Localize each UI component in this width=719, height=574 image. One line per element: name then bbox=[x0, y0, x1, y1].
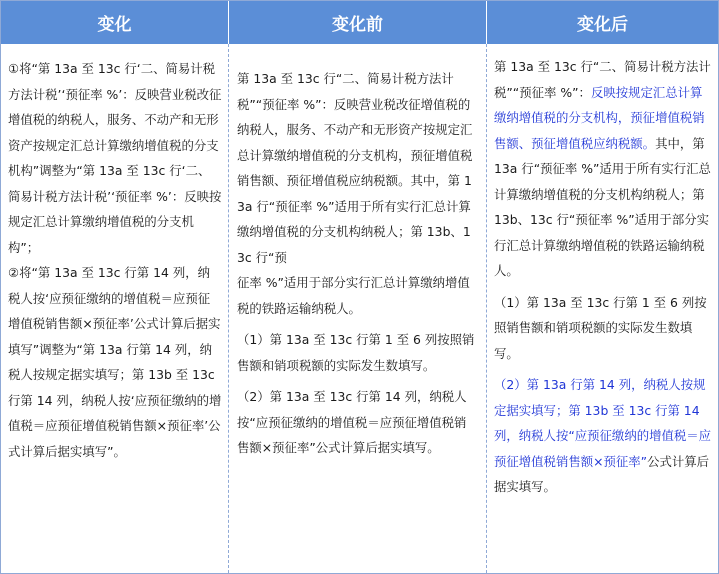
after-p3-rest: 公式计算后据实填写。 bbox=[494, 453, 710, 494]
header-change: 变化 bbox=[1, 1, 229, 44]
before-paragraph-1: 第 13a 至 13c 行“二、简易计税方法计税”“预征率 %”：反映营业税改征增值税的纳税人，服务、不动产和无形资产按规定汇总计算缴纳增值税的分支机构，预征增值税销售额、预征增值税应纳税额。其中，第 13a 行“预征率 %”适用于所有实行汇总计算缴纳增值税的分支机构纳税人；第 13b、13c 行“预 bbox=[237, 71, 473, 265]
after-paragraph-2: （1）第 13a 至 13c 行第 1 至 6 列按照销售额和销项税额的实际发生数填写。 bbox=[494, 294, 707, 361]
after-p3-highlight: 第 13a 行第 14 列，纳税人按规定据实填写；第 13b 至 13c 行第 14 列，纳税人按“应预征缴纳的增值税＝应预征增值税销售额×预征率” bbox=[494, 377, 712, 469]
table-body bbox=[1, 44, 718, 573]
after-paragraph-1 bbox=[494, 54, 712, 284]
after-p3-prefix: （2） bbox=[494, 377, 527, 392]
before-paragraph-3: （2）第 13a 至 13c 行第 14 列，纳税人按“应预征缴纳的增值税＝应预征增值税销售额×预征率”公式计算后据实填写。 bbox=[237, 389, 467, 455]
header-before: 变化前 bbox=[229, 1, 487, 44]
before-paragraph-1-continued: 征率 %”适用于部分实行汇总计算缴纳增值税的铁路运输纳税人。 bbox=[237, 275, 470, 316]
header-after: 变化后 bbox=[577, 15, 628, 35]
after-p1-highlight: 反映按规定汇总计算缴纳增值税的分支机构，预征增值税销售额、预征增值税应纳税额。 bbox=[494, 84, 705, 151]
change-column bbox=[1, 44, 229, 573]
before-column bbox=[229, 44, 487, 573]
before-paragraph-2: （1）第 13a 至 13c 行第 1 至 6 列按照销售额和销项税额的实际发生数填写。 bbox=[237, 332, 475, 373]
change-item-2: ②将“第 13a 至 13c 行第 14 列，纳税人按‘应预征缴纳的增值税＝应预征增值税销售额×预征率’公式计算后据实填写”调整为“第 13a 行第 14 列，纳税人按规定据实填写；第 13b 至 13c 行第 14 列，纳税人按‘应预征缴纳的增值税＝应预征增值税销售额×预征率’公式计算后据实填写”。 bbox=[8, 265, 222, 459]
after-column bbox=[487, 44, 718, 573]
after-p1-rest: 其中，第 13a 行“预征率 %”适用于所有实行汇总计算缴纳增值税的分支机构纳税人；第 13b、13c 行“预征率 %”适用于部分实行汇总计算缴纳增值税的铁路运输纳税人。 bbox=[494, 135, 711, 278]
change-item-1: ①将“第 13a 至 13c 行‘二、简易计税方法计税’‘预征率 %’：反映营业税改征增值税的纳税人，服务、不动产和无形资产按规定汇总计算缴纳增值税的分支机构”调整为“第 13a 至 13c 行‘二、简易计税方法计税’‘预征率 %’：反映按规定汇总计算缴纳增值税的分支机构”； bbox=[8, 61, 222, 255]
after-p1-text: 第 13a 至 13c 行“二、简易计税方法计税”“预征率 %”： bbox=[494, 59, 711, 100]
after-paragraph-3 bbox=[494, 372, 712, 500]
table-header bbox=[1, 1, 718, 44]
